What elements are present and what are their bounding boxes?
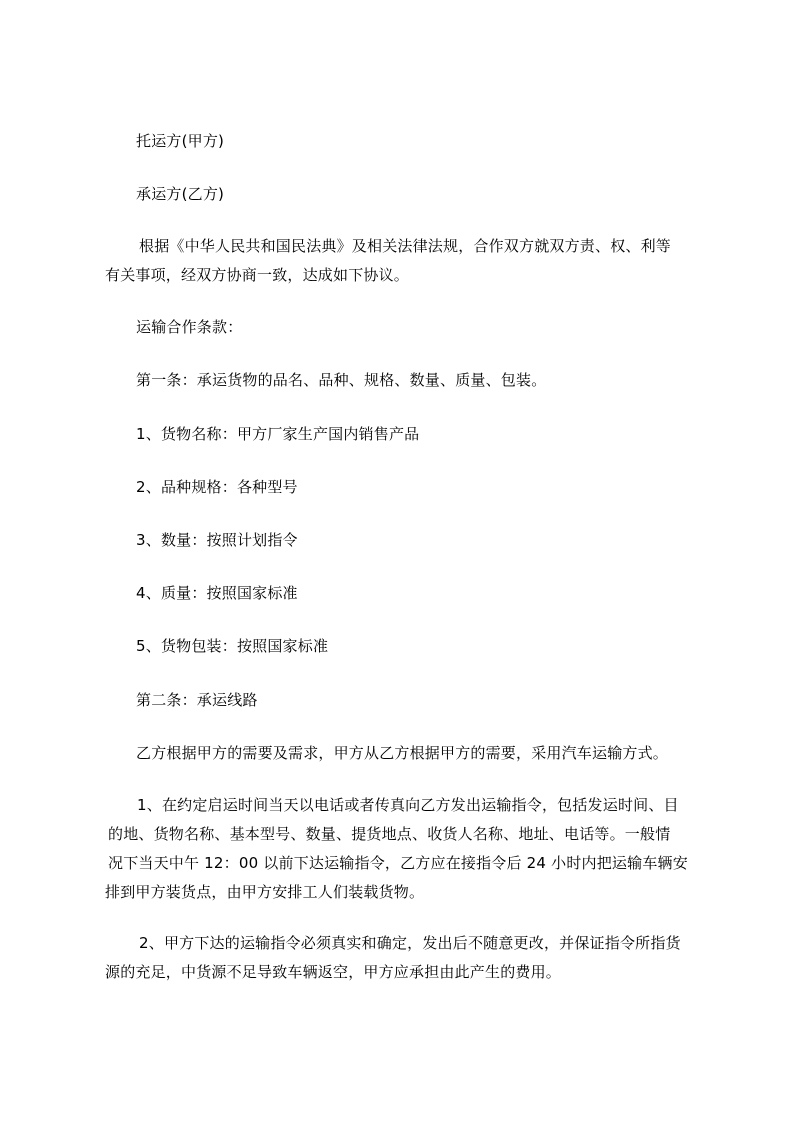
terms-heading: 运输合作条款： <box>136 318 243 336</box>
clause-1-line-4: 排到甲方装货点，由甲方安排工人们装载货物。 <box>105 883 425 901</box>
article-1-item-3: 3、数量：按照计划指令 <box>136 531 298 549</box>
intro-line-2: 有关事项，经双方协商一致，达成如下协议。 <box>105 266 410 284</box>
clause-1-line-2: 的地、货物名称、基本型号、数量、提货地点、收货人名称、地址、电话等。一般情 <box>108 825 671 843</box>
article-1-item-1: 1、货物名称：甲方厂家生产国内销售产品 <box>136 425 420 443</box>
article-1-item-4: 4、质量：按照国家标准 <box>136 584 298 602</box>
party-b-label: 承运方(乙方) <box>136 185 225 203</box>
intro-line-1: 根据《中华人民共和国民法典》及相关法律法规，合作双方就双方责、权、利等 <box>139 237 672 255</box>
clause-2-paragraph <box>105 929 681 987</box>
party-a-label: 托运方(甲方) <box>136 132 225 150</box>
article-1-title: 第一条：承运货物的品名、品种、规格、数量、质量、包装。 <box>136 371 547 389</box>
intro-paragraph <box>105 232 671 290</box>
clause-2-line-1: 2、甲方下达的运输指令必须真实和确定，发出后不随意更改，并保证指令所指货 <box>139 934 681 952</box>
article-2-intro: 乙方根据甲方的需要及需求，甲方从乙方根据甲方的需要，采用汽车运输方式。 <box>136 744 669 762</box>
clause-1-paragraph <box>105 791 688 907</box>
article-1-item-5: 5、货物包装：按照国家标准 <box>136 637 329 655</box>
article-1-item-2: 2、品种规格：各种型号 <box>136 478 298 496</box>
clause-2-line-2: 源的充足，中货源不足导致车辆返空，甲方应承担由此产生的费用。 <box>105 963 562 981</box>
article-2-title: 第二条：承运线路 <box>136 691 258 709</box>
clause-1-line-1: 1、在约定启运时间当天以电话或者传真向乙方发出运输指令，包括发运时间、目 <box>137 796 679 814</box>
clause-1-line-3: 况下当天中午 12：00 以前下达运输指令，乙方应在接指令后 24 小时内把运输车辆安 <box>108 854 688 872</box>
